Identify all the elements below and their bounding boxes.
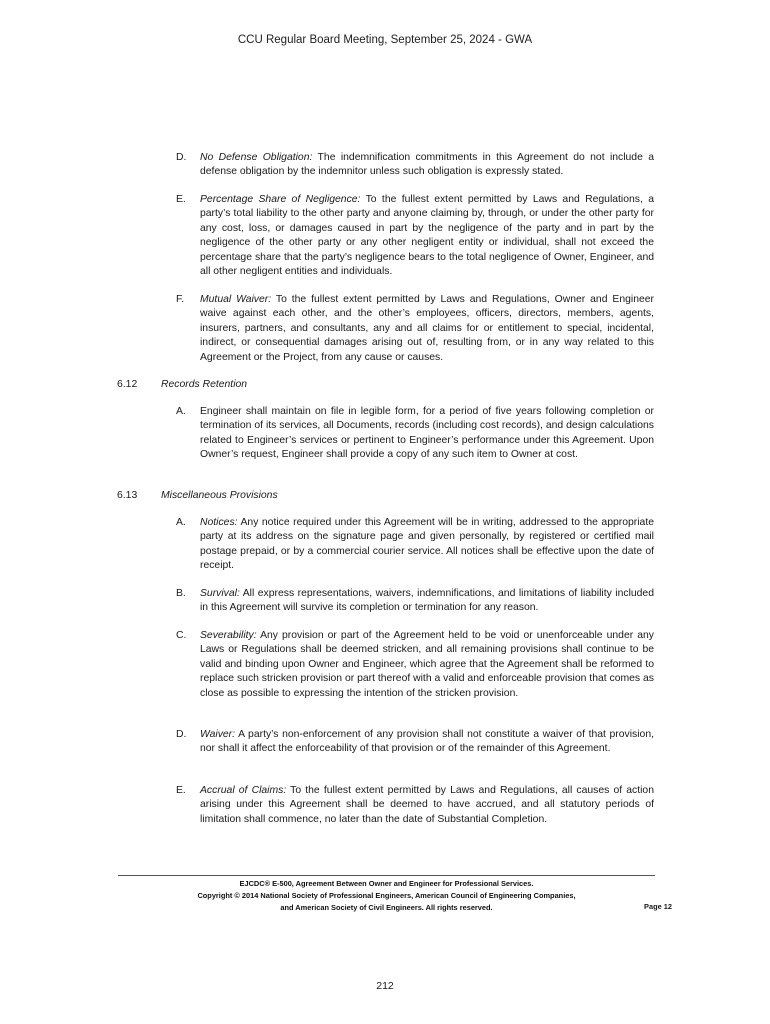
footer-line-1: EJCDC® E-500, Agreement Between Owner and Engineer for Professional Services. <box>239 879 534 888</box>
item-letter: A. <box>176 406 186 417</box>
item-letter: F. <box>176 294 185 305</box>
footer-line-3: and American Society of Civil Engineers. All rights reserved. <box>280 903 493 912</box>
item-letter: D. <box>176 152 187 163</box>
item-text: All express representations, waivers, indemnifications, and limitations of liability included in this Agreement will survive its completion or termination for any reason. <box>200 588 654 614</box>
item-title: Waiver: <box>200 729 236 740</box>
item-text: Any notice required under this Agreement will be in writing, addressed to the appropriate party at its address on the signature page and given personally, by registered or certified mail postage prepaid, or by a commercial courier service. All notices shall be effective upon the date of receipt. <box>200 517 654 572</box>
section-number: 6.13 <box>117 490 138 501</box>
page-number: 212 <box>376 980 394 992</box>
item-text: The indemnification commitments in this Agreement do not include a defense obligation by the indemnitor unless such obligation is expressly stated. <box>200 152 655 178</box>
item-text: A party’s non-enforcement of any provision shall not constitute a waiver of that provision, nor shall it affect the enforceability of that provision or of the remainder of this Agreement. <box>200 729 654 755</box>
item-no-defense-obligation <box>200 151 654 180</box>
item-text: To the fullest extent permitted by Laws and Regulations, a party’s total liability to the other party and anyone claiming by, through, or under the other party for any cost, loss, or damages caused in part by the negligence of the party and in part by the negligence of the other party or any other negligent entity or individual, shall not exceed the percentage share that the party’s negligence bears to the total negligence of Owner, Engineer, and all other negligent entities and individuals. <box>200 194 655 278</box>
section-number: 6.12 <box>117 379 138 390</box>
item-records-retention <box>200 405 654 463</box>
section-title: Records Retention <box>161 379 248 390</box>
item-letter: C. <box>176 630 187 641</box>
section-title: Miscellaneous Provisions <box>161 490 278 501</box>
item-title: Accrual of Claims: <box>200 785 287 796</box>
item-text: Engineer shall maintain on file in legible form, for a period of five years following completion or termination of its services, all Documents, records (including cost records), and design calculations related to Engineer’s services or pertinent to Engineer’s performance under this Agreement. Upon Owner’s request, Engineer shall provide a copy of any such item to Owner at cost. <box>200 406 654 461</box>
item-text: To the fullest extent permitted by Laws and Regulations, Owner and Engineer waive against each other, and the other’s employees, officers, directors, members, agents, insurers, partners, and consultants, any and all claims for or entitlement to special, incidental, indirect, or consequential damages arising out of, resulting from, or in any way related to this Agreement or the Project, from any cause or causes. <box>200 294 654 363</box>
item-percentage-share <box>200 193 654 279</box>
item-title: No Defense Obligation: <box>200 152 313 163</box>
footer-divider <box>118 875 655 876</box>
item-title: Percentage Share of Negligence: <box>200 194 361 205</box>
item-notices <box>200 516 654 574</box>
item-title: Severability: <box>200 630 257 641</box>
item-accrual-of-claims <box>200 784 654 827</box>
item-text: Any provision or part of the Agreement held to be void or unenforceable under any Laws or Regulations shall be deemed stricken, and all remaining provisions shall continue to be valid and binding upon Owner and Engineer, which agree that the Agreement shall be reformed to replace such stricken provision or part thereof with a valid and enforceable provision that comes as close as possible to expressing the intention of the stricken provision. <box>200 630 654 699</box>
item-title: Mutual Waiver: <box>200 294 272 305</box>
item-survival <box>200 587 654 616</box>
item-letter: E. <box>176 785 186 796</box>
item-title: Notices: <box>200 517 238 528</box>
item-letter: B. <box>176 588 186 599</box>
item-mutual-waiver <box>200 293 654 365</box>
item-severability <box>200 629 654 701</box>
item-letter: D. <box>176 729 187 740</box>
footer-page-label: Page 12 <box>644 902 672 911</box>
item-waiver <box>200 728 654 757</box>
page-header: CCU Regular Board Meeting, September 25, 2024 - GWA <box>237 34 533 46</box>
footer-line-2: Copyright © 2014 National Society of Professional Engineers, American Council of Engineering Companies, <box>197 891 576 900</box>
item-letter: E. <box>176 194 186 205</box>
item-letter: A. <box>176 517 186 528</box>
item-text: To the fullest extent permitted by Laws and Regulations, all causes of action arising under this Agreement shall be deemed to have accrued, and all statutory periods of limitation shall commence, no later than the date of Substantial Completion. <box>200 785 654 825</box>
item-title: Survival: <box>200 588 240 599</box>
